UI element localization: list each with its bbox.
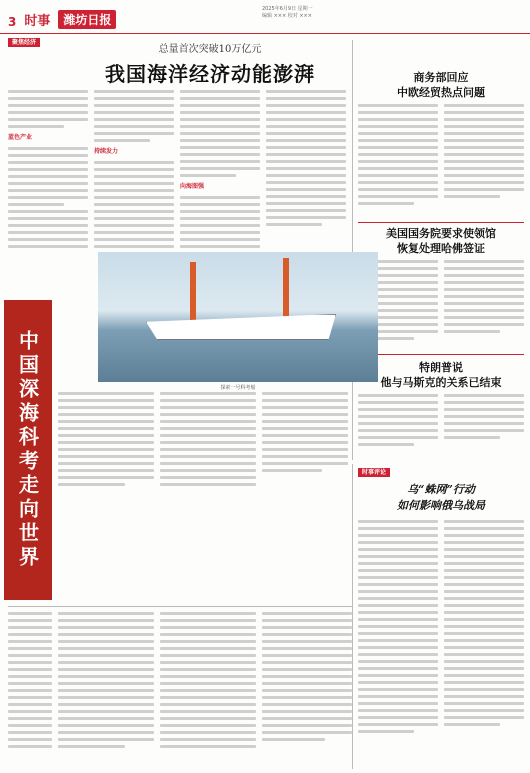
main-body-col1 xyxy=(8,90,88,250)
subhead-1: 蓝色产业 xyxy=(8,134,33,141)
banner-body-2 xyxy=(160,392,256,502)
crane-right xyxy=(283,258,289,322)
banner-body-1 xyxy=(58,392,154,502)
main-kicker: 总量首次突破10万亿元 xyxy=(158,44,262,55)
subhead-3: 向海图强 xyxy=(180,183,205,190)
lower-body-2 xyxy=(160,612,256,768)
section-rule-2 xyxy=(358,354,524,355)
main-body-col3 xyxy=(180,90,260,250)
subhead-2: 持续发力 xyxy=(94,148,119,155)
lower-body-1 xyxy=(58,612,154,768)
section-rule-1 xyxy=(358,222,524,223)
section-title: 时事 xyxy=(24,14,51,29)
section-tag: 聚焦经济 xyxy=(8,38,40,47)
newspaper-logo: 潍坊日报 xyxy=(58,10,116,29)
meta-line-date: 2025年6月9日 星期一 xyxy=(262,6,313,12)
right-headline-1: 商务部回应 中欧经贸热点问题 xyxy=(397,71,485,99)
commentary-tag: 时事评论 xyxy=(358,468,390,477)
page-number: 3 xyxy=(8,15,17,29)
lower-body-0 xyxy=(8,612,52,768)
main-body-col4 xyxy=(266,90,346,250)
right-body-1b xyxy=(444,104,524,214)
banner-body-3 xyxy=(262,392,348,502)
commentary-headline: 乌“蛛网”行动 如何影响俄乌战局 xyxy=(397,483,485,512)
crane-left xyxy=(190,262,196,322)
photo-caption: 探索一号科考船 xyxy=(220,385,256,391)
masthead-meta xyxy=(262,6,313,20)
right-body-1a xyxy=(358,104,438,214)
research-ship-photo xyxy=(98,252,378,382)
right-body-3b xyxy=(444,394,524,456)
right-headline-3: 特朗普说 他与马斯克的关系已结束 xyxy=(380,361,502,389)
main-body-col2 xyxy=(94,90,174,250)
right-body-3a xyxy=(358,394,438,456)
vertical-banner: 中国深海科考走向世界 xyxy=(4,300,52,600)
meta-line-editor: 编辑 ××× 校对 ××× xyxy=(262,13,312,19)
commentary-body-a xyxy=(358,520,438,768)
column-divider-lower xyxy=(352,464,353,769)
right-body-2b xyxy=(444,260,524,350)
right-headline-2: 美国国务院要求使领馆 恢复处理哈佛签证 xyxy=(386,227,496,255)
column-divider xyxy=(352,40,353,460)
masthead xyxy=(0,0,530,34)
lower-body-3 xyxy=(262,612,352,768)
ship-hull xyxy=(146,314,336,340)
commentary-body-b xyxy=(444,520,524,768)
main-headline: 我国海洋经济动能澎湃 xyxy=(105,62,315,86)
row-divider xyxy=(8,606,352,607)
